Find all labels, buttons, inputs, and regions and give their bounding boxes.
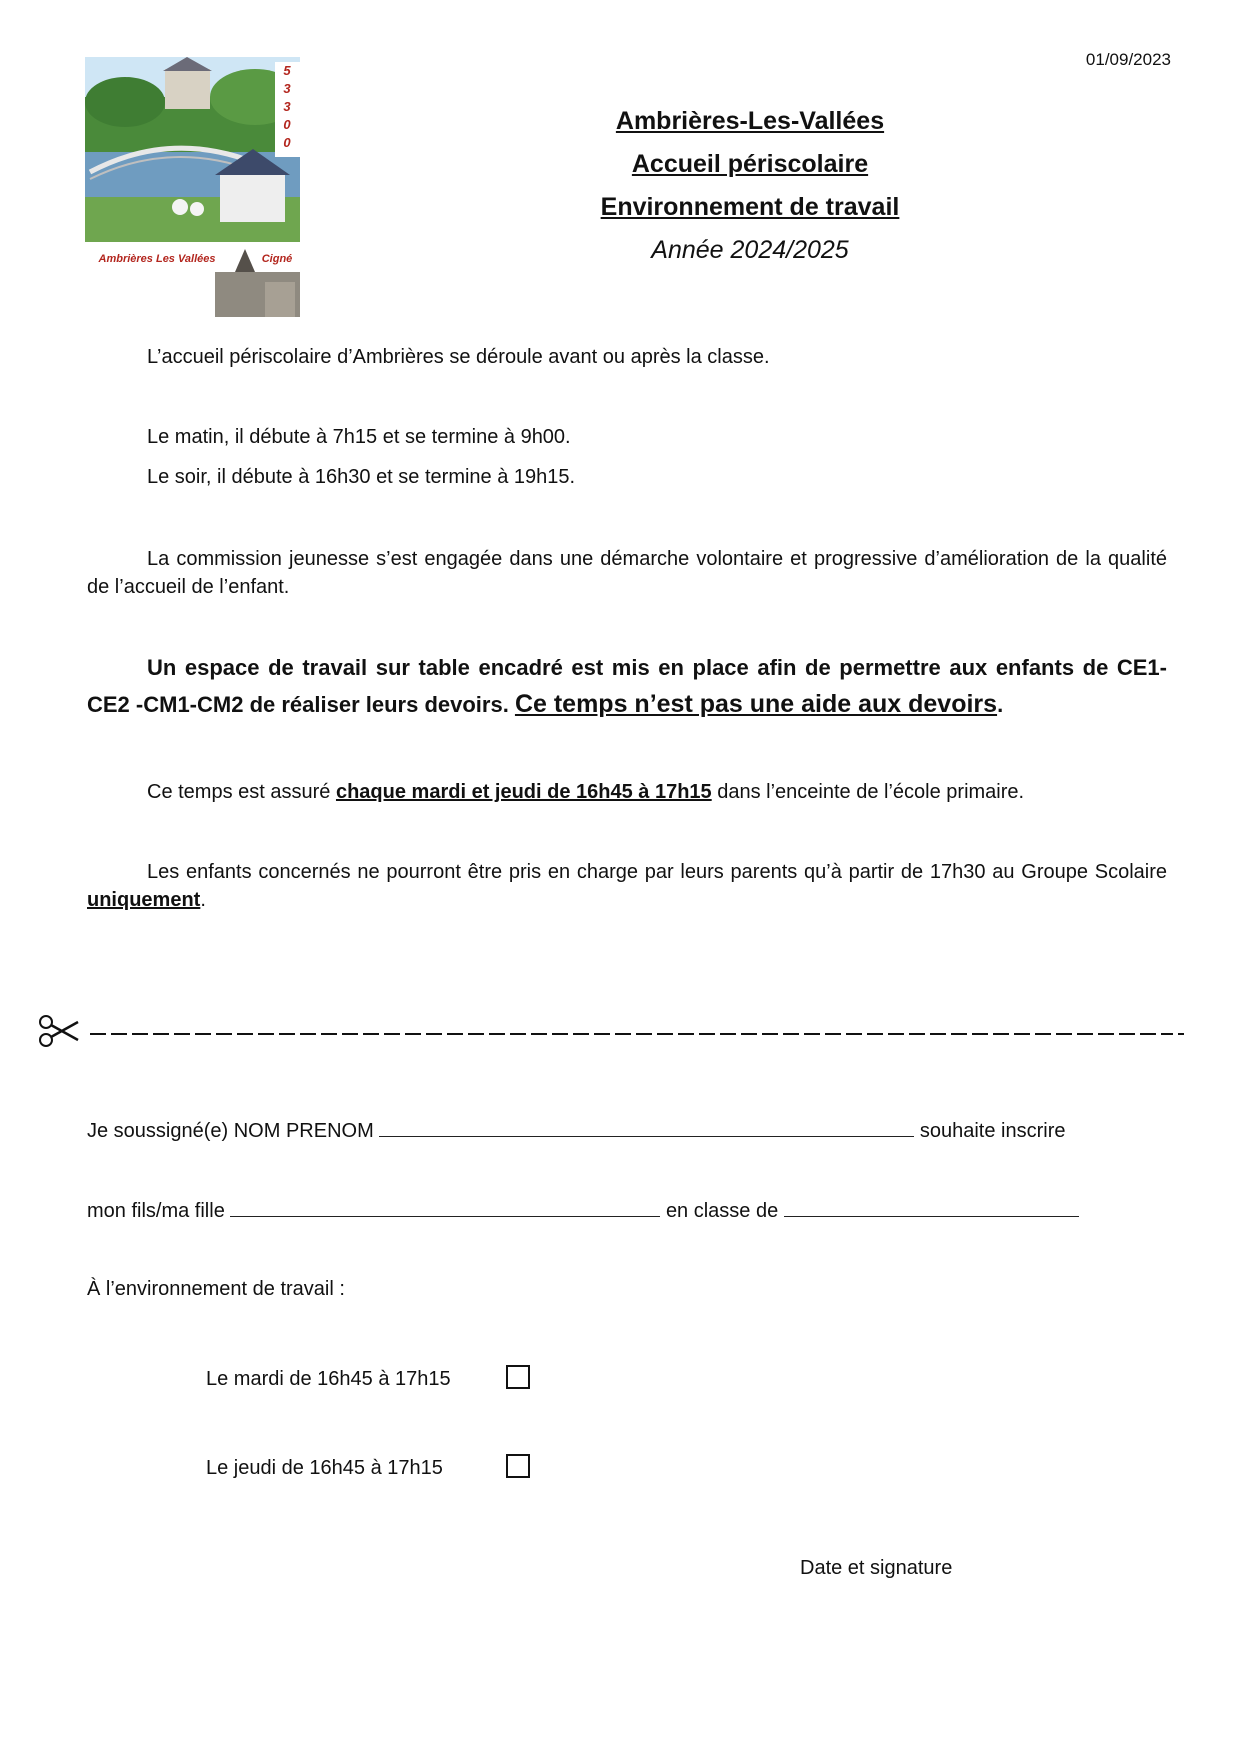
logo-town-name: Ambrières Les Vallées — [98, 253, 216, 265]
workspace-text: Un espace de travail sur table encadré est mis en place afin de permettre aux enfants de CE1-CE2 -CM1-CM2 de réaliser leurs devoirs. — [87, 655, 1167, 717]
form-class-label: en classe de — [665, 1200, 779, 1222]
pickup-end: . — [200, 889, 206, 911]
document-date: 01/09/2023 — [1085, 50, 1171, 69]
option-thursday-checkbox[interactable] — [506, 1454, 530, 1478]
form-child-label: mon fils/ma fille — [87, 1200, 225, 1222]
paragraph-commission: La commission jeunesse s’est engagée dans une démarche volontaire et progressive d’amélioration de la qualité de l’accueil de l’enfant. — [87, 548, 1167, 598]
title-subject: Environnement de travail — [600, 193, 900, 221]
logo-village-name: Cigné — [261, 253, 293, 265]
paragraph-evening: Le soir, il débute à 16h30 et se termine à 19h15. — [147, 466, 576, 488]
option-tuesday-checkbox[interactable] — [506, 1365, 530, 1389]
logo-illustration — [85, 57, 325, 317]
title-year: Année 2024/2025 — [651, 236, 849, 264]
paragraph-schedule — [87, 778, 1167, 806]
postal-code-digit-4: 0 — [283, 117, 291, 132]
form-name-label: Je soussigné(e) NOM PRENOM — [87, 1120, 374, 1142]
document-title — [540, 100, 960, 272]
pickup-only: uniquement — [87, 889, 201, 911]
option-tuesday-label: Le mardi de 16h45 à 17h15 — [206, 1368, 451, 1390]
postal-code-digit-2: 3 — [283, 81, 291, 96]
paragraph-workspace — [87, 650, 1167, 723]
child-name-input[interactable] — [230, 1198, 660, 1217]
paragraph-intro: L’accueil périscolaire d’Ambrières se déroule avant ou après la classe. — [147, 346, 770, 368]
workspace-notice: Ce temps n’est pas une aide aux devoirs — [514, 690, 998, 718]
form-name-row — [87, 1118, 1066, 1143]
title-town: Ambrières-Les-Vallées — [615, 107, 885, 135]
scissors-icon — [38, 1010, 1198, 1050]
form-child-row — [87, 1198, 1079, 1223]
pickup-start: Les enfants concernés ne pourront être pris en charge par leurs parents qu’à partir de 17h30 au Groupe Scolaire — [147, 861, 1167, 883]
postal-code-digit-1: 5 — [283, 63, 291, 78]
cut-line — [38, 1010, 1198, 1050]
town-logo — [85, 57, 325, 317]
form-workspace-label: À l’environnement de travail : — [87, 1278, 345, 1300]
schedule-days: chaque mardi et jeudi de 16h45 à 17h15 — [335, 781, 712, 803]
schedule-end: dans l’enceinte de l’école primaire. — [711, 781, 1025, 803]
workspace-end: . — [997, 692, 1004, 717]
signature-label: Date et signature — [800, 1557, 953, 1579]
paragraph-morning: Le matin, il débute à 7h15 et se termine à 9h00. — [147, 426, 571, 448]
form-name-after: souhaite inscrire — [919, 1120, 1066, 1142]
class-input[interactable] — [784, 1198, 1079, 1217]
postal-code-digit-3: 3 — [283, 99, 291, 114]
title-service: Accueil périscolaire — [631, 150, 869, 178]
option-thursday-label: Le jeudi de 16h45 à 17h15 — [206, 1457, 443, 1479]
name-input[interactable] — [379, 1118, 914, 1137]
schedule-start: Ce temps est assuré — [147, 781, 336, 803]
paragraph-pickup — [87, 858, 1167, 914]
postal-code-digit-5: 0 — [283, 135, 291, 150]
